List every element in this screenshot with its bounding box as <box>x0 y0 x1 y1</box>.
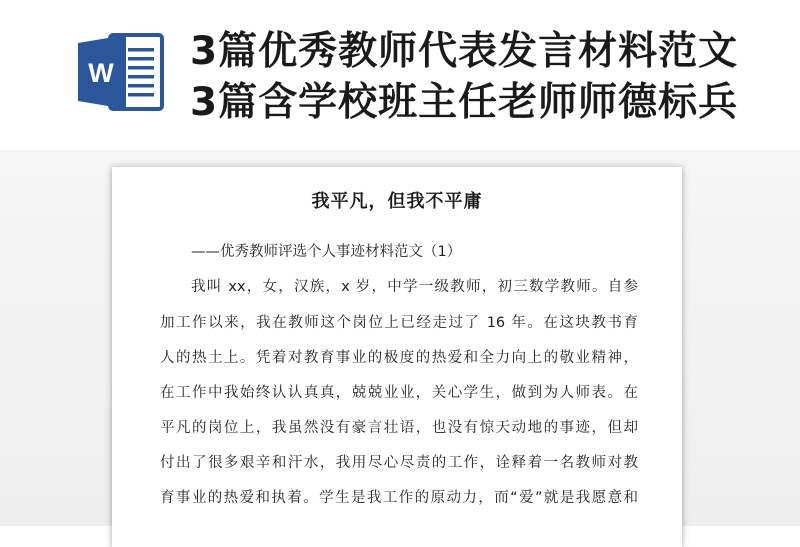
banner-title <box>190 26 790 128</box>
body-line: 平凡的岗位上，我虽然没有豪言壮语，也没有惊天动地的事迹，但却 <box>160 420 638 436</box>
body-line: 加工作以来，我在教师这个岗位上已经走过了 16 年。在这块教书育 <box>160 315 638 331</box>
word-letter: W <box>88 58 114 88</box>
document-page <box>112 167 682 547</box>
body-line: 我叫 xx，女，汉族，x 岁，中学一级教师，初三数学教师。自参 <box>191 279 638 295</box>
body-line: 育事业的热爱和执着。学生是我工作的原动力，而“爱”就是我愿意和 <box>160 490 638 506</box>
banner-title-line-2: 3篇含学校班主任老师师德标兵 <box>190 80 739 125</box>
body-line: 在工作中我始终认认真真，兢兢业业，关心学生，做到为人师表。在 <box>160 385 638 401</box>
body-line: 人的热土上。凭着对教育事业的极度的热爱和全力向上的敬业精神， <box>160 350 638 366</box>
document-title: 我平凡，但我不平庸 <box>311 191 483 212</box>
banner-title-line-1: 3篇优秀教师代表发言材料范文 <box>190 29 739 74</box>
banner <box>0 0 800 150</box>
document-subtitle: ——优秀教师评选个人事迹材料范文（1） <box>191 244 462 260</box>
body-line: 付出了很多艰辛和汗水，我用尽心尽责的工作，诠释着一名教师对教 <box>160 455 638 471</box>
word-document-icon <box>76 29 166 115</box>
